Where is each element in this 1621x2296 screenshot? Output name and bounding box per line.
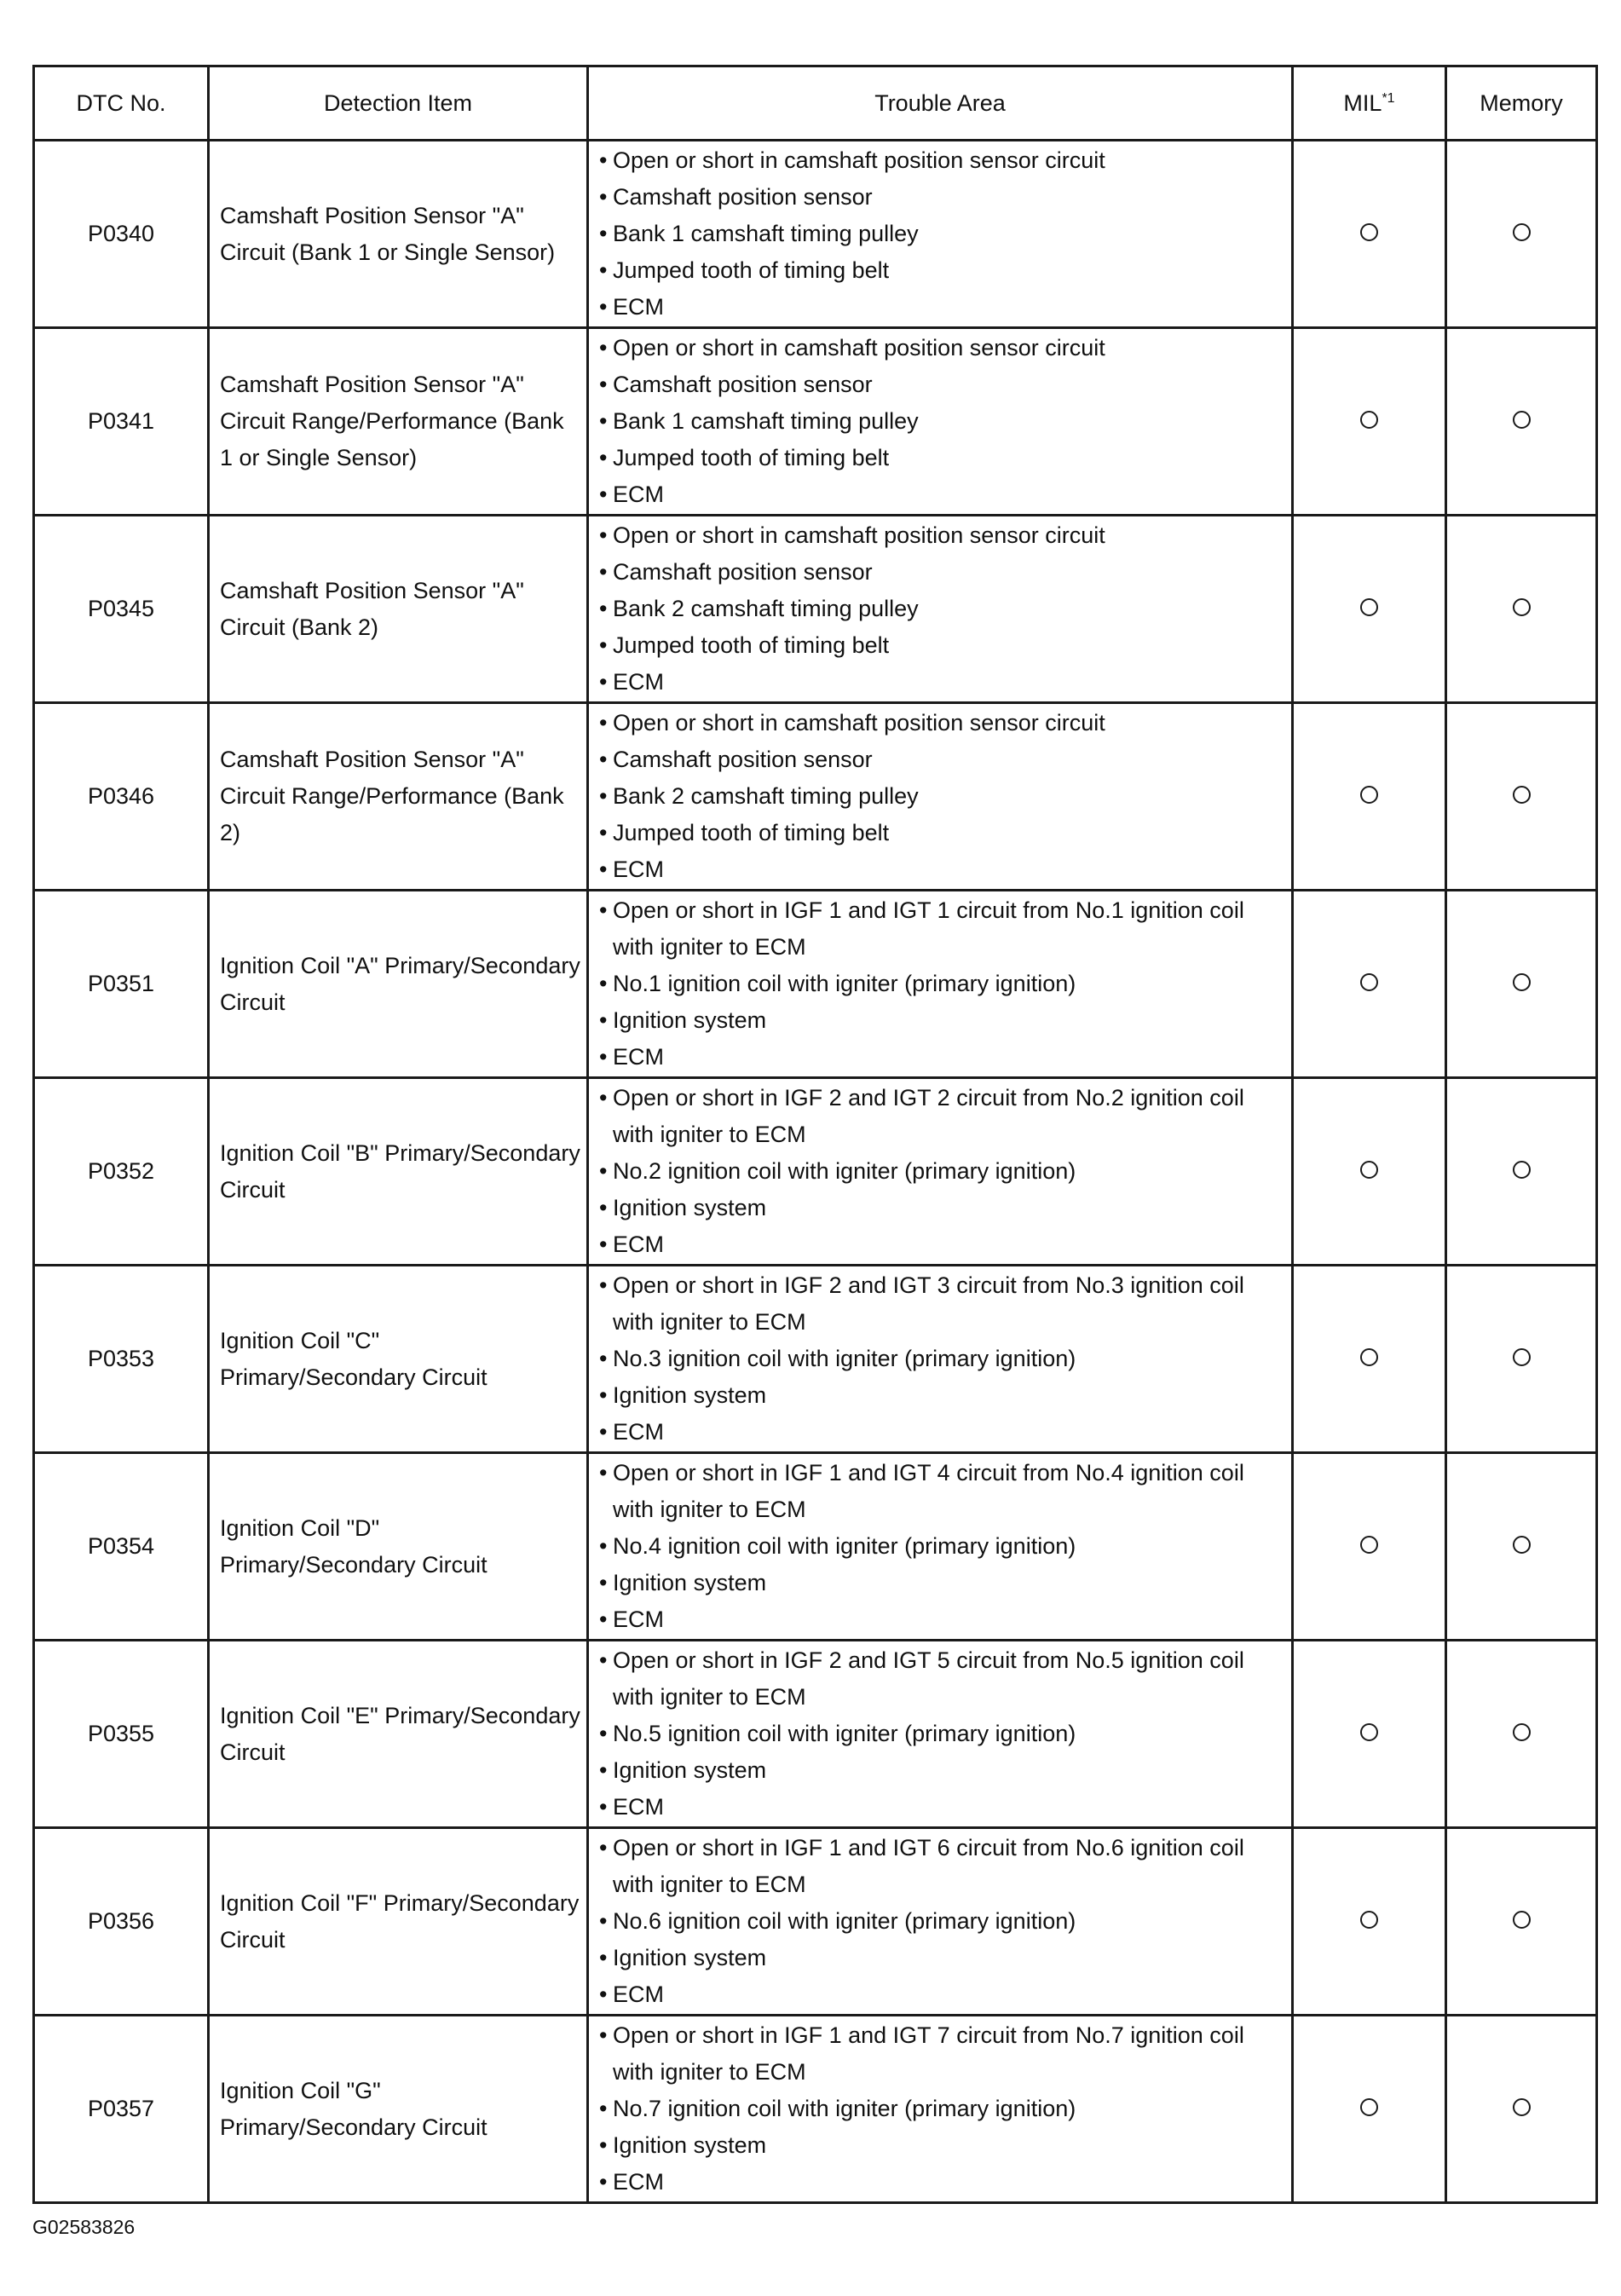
trouble-area-item: • ECM (597, 1414, 1286, 1451)
dtc-code-cell: P0345 (34, 516, 209, 703)
memory-cell (1446, 1266, 1597, 1453)
dtc-code-cell: P0341 (34, 328, 209, 516)
table-row (34, 703, 1597, 891)
trouble-area-cell (588, 1078, 1293, 1266)
trouble-area-cell (588, 703, 1293, 891)
memory-cell (1446, 1453, 1597, 1641)
memory-cell (1446, 2016, 1597, 2203)
trouble-area-item: • No.2 ignition coil with igniter (primary ignition) (597, 1153, 1286, 1190)
circle-icon (1360, 973, 1378, 991)
trouble-area-item: • Open or short in IGF 2 and IGT 3 circuit from No.3 ignition coil with igniter to ECM (597, 1267, 1286, 1341)
dtc-code-cell: P0354 (34, 1453, 209, 1641)
trouble-area-item: • No.4 ignition coil with igniter (primary ignition) (597, 1528, 1286, 1565)
trouble-area-item: • Camshaft position sensor (597, 366, 1286, 403)
trouble-area-item: • Camshaft position sensor (597, 179, 1286, 216)
mil-cell (1293, 1078, 1446, 1266)
memory-cell (1446, 328, 1597, 516)
trouble-area-list (597, 517, 1286, 701)
trouble-area-item: • Jumped tooth of timing belt (597, 440, 1286, 476)
trouble-area-item: • Bank 2 camshaft timing pulley (597, 591, 1286, 627)
trouble-area-item: • ECM (597, 851, 1286, 888)
circle-icon (1513, 223, 1531, 241)
trouble-area-item: • ECM (597, 664, 1286, 701)
trouble-area-item: • ECM (597, 1039, 1286, 1076)
trouble-area-item: • Bank 2 camshaft timing pulley (597, 778, 1286, 815)
circle-icon (1513, 973, 1531, 991)
mil-cell (1293, 328, 1446, 516)
trouble-area-list (597, 142, 1286, 326)
header-dtc-no: DTC No. (34, 66, 209, 141)
dtc-code-cell: P0352 (34, 1078, 209, 1266)
trouble-area-list (597, 892, 1286, 1076)
trouble-area-cell (588, 891, 1293, 1078)
trouble-area-item: • ECM (597, 1226, 1286, 1263)
table-row (34, 516, 1597, 703)
trouble-area-item: • Open or short in camshaft position sensor circuit (597, 330, 1286, 366)
circle-icon (1360, 223, 1378, 241)
detection-item-cell: Camshaft Position Sensor "A" Circuit Range/Performance (Bank 2) (209, 703, 588, 891)
circle-icon (1360, 786, 1378, 804)
mil-cell (1293, 2016, 1446, 2203)
mil-cell (1293, 1828, 1446, 2016)
trouble-area-cell (588, 1266, 1293, 1453)
circle-icon (1513, 1911, 1531, 1929)
trouble-area-item: • ECM (597, 476, 1286, 513)
trouble-area-item: • ECM (597, 1601, 1286, 1638)
detection-item-cell: Ignition Coil "D" Primary/Secondary Circuit (209, 1453, 588, 1641)
table-row (34, 891, 1597, 1078)
dtc-code-cell: P0346 (34, 703, 209, 891)
trouble-area-item: • Ignition system (597, 1002, 1286, 1039)
table-row (34, 328, 1597, 516)
trouble-area-list (597, 705, 1286, 888)
trouble-area-cell (588, 328, 1293, 516)
circle-icon (1360, 1348, 1378, 1366)
table-header (34, 66, 1597, 141)
detection-item-cell: Camshaft Position Sensor "A" Circuit (Bank 2) (209, 516, 588, 703)
circle-icon (1513, 411, 1531, 429)
circle-icon (1513, 1348, 1531, 1366)
circle-icon (1513, 786, 1531, 804)
detection-item-cell: Ignition Coil "E" Primary/Secondary Circuit (209, 1641, 588, 1828)
dtc-code-cell: P0356 (34, 1828, 209, 2016)
trouble-area-item: • Ignition system (597, 1940, 1286, 1976)
trouble-area-item: • Open or short in camshaft position sensor circuit (597, 705, 1286, 741)
mil-cell (1293, 891, 1446, 1078)
memory-cell (1446, 1641, 1597, 1828)
dtc-table (32, 65, 1598, 2204)
trouble-area-item: • Ignition system (597, 1377, 1286, 1414)
table-body (34, 141, 1597, 2203)
mil-cell (1293, 703, 1446, 891)
trouble-area-cell (588, 516, 1293, 703)
detection-item-cell: Ignition Coil "B" Primary/Secondary Circuit (209, 1078, 588, 1266)
header-row (34, 66, 1597, 141)
trouble-area-item: • Jumped tooth of timing belt (597, 252, 1286, 289)
trouble-area-item: • Open or short in IGF 1 and IGT 6 circuit from No.6 ignition coil with igniter to ECM (597, 1830, 1286, 1903)
dtc-code-cell: P0351 (34, 891, 209, 1078)
trouble-area-item: • Ignition system (597, 2127, 1286, 2164)
trouble-area-item: • Jumped tooth of timing belt (597, 815, 1286, 851)
circle-icon (1513, 598, 1531, 616)
table-row (34, 1828, 1597, 2016)
table-row (34, 1453, 1597, 1641)
trouble-area-item: • Ignition system (597, 1752, 1286, 1789)
detection-item-cell: Ignition Coil "G" Primary/Secondary Circuit (209, 2016, 588, 2203)
trouble-area-list (597, 1830, 1286, 2013)
header-detection-item: Detection Item (209, 66, 588, 141)
mil-cell (1293, 1266, 1446, 1453)
detection-item-cell: Camshaft Position Sensor "A" Circuit Range/Performance (Bank 1 or Single Sensor) (209, 328, 588, 516)
trouble-area-list (597, 1455, 1286, 1638)
trouble-area-item: • No.6 ignition coil with igniter (primary ignition) (597, 1903, 1286, 1940)
header-trouble-area: Trouble Area (588, 66, 1293, 141)
trouble-area-item: • Open or short in IGF 2 and IGT 2 circuit from No.2 ignition coil with igniter to ECM (597, 1080, 1286, 1153)
trouble-area-cell (588, 1828, 1293, 2016)
trouble-area-item: • Ignition system (597, 1565, 1286, 1601)
memory-cell (1446, 1828, 1597, 2016)
trouble-area-item: • Open or short in IGF 1 and IGT 7 circuit from No.7 ignition coil with igniter to ECM (597, 2017, 1286, 2091)
circle-icon (1360, 598, 1378, 616)
header-mil-footnote: *1 (1382, 90, 1395, 106)
trouble-area-cell (588, 1641, 1293, 1828)
trouble-area-item: • No.1 ignition coil with igniter (primary ignition) (597, 966, 1286, 1002)
trouble-area-item: • ECM (597, 289, 1286, 326)
table-row (34, 1266, 1597, 1453)
trouble-area-list (597, 2017, 1286, 2201)
trouble-area-item: • Open or short in camshaft position sensor circuit (597, 517, 1286, 554)
trouble-area-item: • Bank 1 camshaft timing pulley (597, 403, 1286, 440)
trouble-area-item: • Jumped tooth of timing belt (597, 627, 1286, 664)
trouble-area-item: • Open or short in IGF 1 and IGT 4 circuit from No.4 ignition coil with igniter to ECM (597, 1455, 1286, 1528)
circle-icon (1360, 1911, 1378, 1929)
circle-icon (1513, 1161, 1531, 1179)
trouble-area-item: • ECM (597, 1789, 1286, 1826)
table-row (34, 1641, 1597, 1828)
header-mil-label: MIL (1343, 89, 1382, 116)
table-row (34, 141, 1597, 328)
mil-cell (1293, 141, 1446, 328)
trouble-area-list (597, 1267, 1286, 1451)
circle-icon (1360, 1723, 1378, 1741)
circle-icon (1360, 411, 1378, 429)
detection-item-cell: Ignition Coil "C" Primary/Secondary Circuit (209, 1266, 588, 1453)
trouble-area-cell (588, 141, 1293, 328)
trouble-area-item: • Bank 1 camshaft timing pulley (597, 216, 1286, 252)
memory-cell (1446, 703, 1597, 891)
trouble-area-item: • Camshaft position sensor (597, 741, 1286, 778)
circle-icon (1513, 1723, 1531, 1741)
detection-item-cell: Ignition Coil "A" Primary/Secondary Circuit (209, 891, 588, 1078)
dtc-code-cell: P0355 (34, 1641, 209, 1828)
detection-item-cell: Ignition Coil "F" Primary/Secondary Circuit (209, 1828, 588, 2016)
circle-icon (1360, 1536, 1378, 1554)
circle-icon (1513, 1536, 1531, 1554)
trouble-area-item: • Ignition system (597, 1190, 1286, 1226)
trouble-area-item: • Open or short in IGF 2 and IGT 5 circuit from No.5 ignition coil with igniter to ECM (597, 1642, 1286, 1716)
memory-cell (1446, 516, 1597, 703)
trouble-area-cell (588, 1453, 1293, 1641)
trouble-area-list (597, 1642, 1286, 1826)
trouble-area-list (597, 1080, 1286, 1263)
dtc-code-cell: P0357 (34, 2016, 209, 2203)
trouble-area-item: • Camshaft position sensor (597, 554, 1286, 591)
circle-icon (1513, 2098, 1531, 2116)
trouble-area-item: • No.5 ignition coil with igniter (primary ignition) (597, 1716, 1286, 1752)
figure-code: G02583826 (32, 2216, 136, 2238)
trouble-area-item: • Open or short in IGF 1 and IGT 1 circuit from No.1 ignition coil with igniter to ECM (597, 892, 1286, 966)
dtc-table-sheet (32, 65, 1595, 2204)
mil-cell (1293, 516, 1446, 703)
detection-item-cell: Camshaft Position Sensor "A" Circuit (Bank 1 or Single Sensor) (209, 141, 588, 328)
header-memory: Memory (1446, 66, 1597, 141)
trouble-area-list (597, 330, 1286, 513)
table-row (34, 2016, 1597, 2203)
dtc-code-cell: P0353 (34, 1266, 209, 1453)
memory-cell (1446, 1078, 1597, 1266)
header-mil (1293, 66, 1446, 141)
trouble-area-item: • ECM (597, 2164, 1286, 2201)
table-row (34, 1078, 1597, 1266)
trouble-area-item: • ECM (597, 1976, 1286, 2013)
trouble-area-item: • No.7 ignition coil with igniter (primary ignition) (597, 2091, 1286, 2127)
dtc-code-cell: P0340 (34, 141, 209, 328)
trouble-area-cell (588, 2016, 1293, 2203)
memory-cell (1446, 891, 1597, 1078)
mil-cell (1293, 1453, 1446, 1641)
mil-cell (1293, 1641, 1446, 1828)
trouble-area-item: • Open or short in camshaft position sensor circuit (597, 142, 1286, 179)
trouble-area-item: • No.3 ignition coil with igniter (primary ignition) (597, 1341, 1286, 1377)
memory-cell (1446, 141, 1597, 328)
circle-icon (1360, 2098, 1378, 2116)
circle-icon (1360, 1161, 1378, 1179)
